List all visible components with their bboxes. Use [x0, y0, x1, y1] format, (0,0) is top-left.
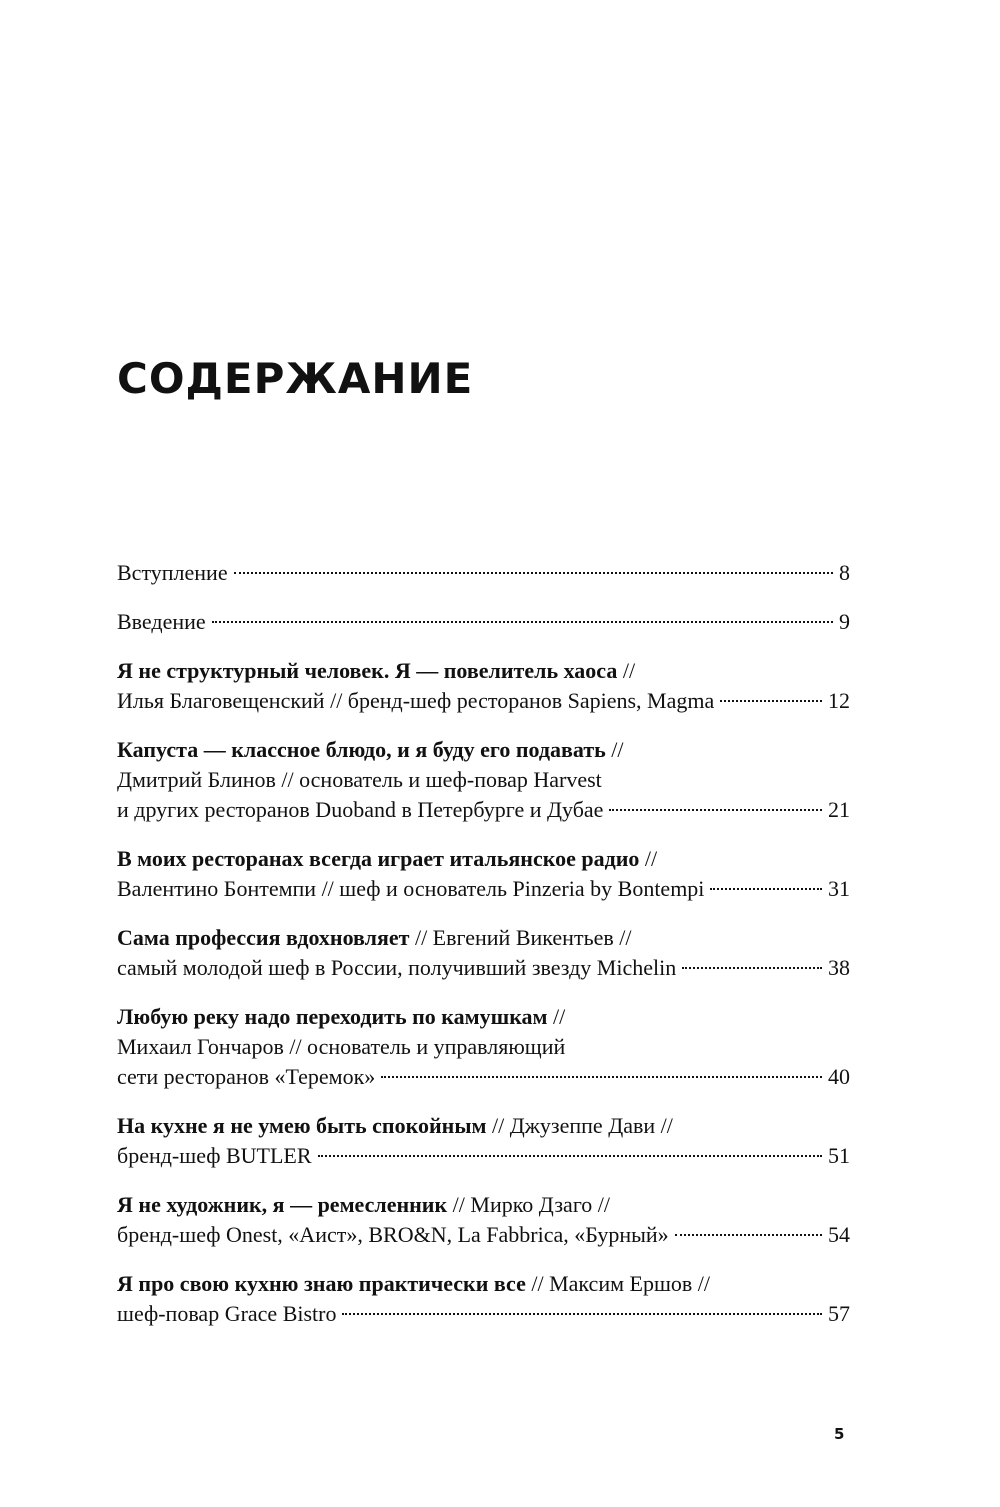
toc-leader-dots — [381, 1076, 822, 1078]
toc-entry[interactable] — [117, 1190, 850, 1250]
toc-entry-subtitle: сети ресторанов «Теремок» — [117, 1064, 376, 1089]
toc-entry-subtitle: Михаил Гончаров // основатель и управляющий — [117, 1034, 566, 1059]
table-of-contents — [117, 558, 850, 1348]
toc-entry-subtitle: Валентино Бонтемпи // шеф и основатель Pinzeria by Bontempi — [117, 876, 705, 901]
toc-entry[interactable] — [117, 558, 850, 588]
toc-entry-title-suffix: // — [639, 846, 658, 871]
toc-entry-title: Я не художник, я — ремесленник — [117, 1192, 448, 1217]
toc-entry-heading — [117, 1002, 850, 1032]
toc-entry-subtitle: самый молодой шеф в России, получивший звезду Michelin — [117, 955, 677, 980]
toc-leader-dots — [318, 1155, 822, 1157]
toc-entry-title: Я не структурный человек. Я — повелитель хаоса — [117, 658, 618, 683]
toc-entry-line — [117, 686, 850, 716]
toc-entry-title-suffix: // — [605, 737, 624, 762]
toc-page-number: 9 — [839, 609, 850, 634]
toc-entry-line — [117, 874, 850, 904]
toc-entry-line — [117, 953, 850, 983]
toc-leader-dots — [609, 809, 822, 811]
toc-entry[interactable] — [117, 923, 850, 983]
page-number: 5 — [834, 1425, 845, 1443]
toc-leader-dots — [720, 700, 822, 702]
toc-page-number: 51 — [828, 1143, 850, 1168]
toc-entry-title: Вступление — [117, 560, 228, 585]
toc-leader-dots — [675, 1234, 822, 1236]
toc-entry-subtitle: бренд-шеф Onest, «Аист», BRO&N, La Fabbrica, «Бурный» — [117, 1222, 669, 1247]
toc-entry-line — [117, 1062, 850, 1092]
toc-page-number: 21 — [828, 797, 850, 822]
toc-entry-heading — [117, 1111, 850, 1141]
toc-entry-title: Капуста — классное блюдо, и я буду его подавать — [117, 737, 606, 762]
toc-page-number: 40 — [828, 1064, 850, 1089]
toc-leader-dots — [710, 888, 822, 890]
toc-entry[interactable] — [117, 656, 850, 716]
toc-leader-dots — [682, 967, 822, 969]
toc-leader-dots — [342, 1313, 822, 1315]
toc-entry[interactable] — [117, 844, 850, 904]
toc-entry-title-suffix: // Мирко Дзаго // — [447, 1192, 611, 1217]
toc-entry-line — [117, 1299, 850, 1329]
toc-entry-heading — [117, 1269, 850, 1299]
toc-entry-subtitle: Дмитрий Блинов // основатель и шеф-повар Harvest — [117, 767, 602, 792]
toc-entry-title: Я про свою кухню знаю практически все — [117, 1271, 526, 1296]
toc-entry-line — [117, 558, 850, 588]
toc-page-number: 38 — [828, 955, 850, 980]
toc-entry[interactable] — [117, 1111, 850, 1171]
toc-entry-title: В моих ресторанах всегда играет итальянское радио — [117, 846, 640, 871]
toc-entry-subtitle: шеф-повар Grace Bistro — [117, 1301, 337, 1326]
toc-entry-title: Введение — [117, 609, 206, 634]
toc-entry[interactable] — [117, 1002, 850, 1092]
toc-entry-title: Сама профессия вдохновляет — [117, 925, 410, 950]
toc-entry[interactable] — [117, 735, 850, 825]
toc-entry-heading — [117, 923, 850, 953]
toc-entry-line — [117, 607, 850, 637]
toc-entry-subtitle: бренд-шеф BUTLER — [117, 1143, 312, 1168]
toc-leader-dots — [212, 621, 833, 623]
toc-entry[interactable] — [117, 607, 850, 637]
toc-entry-title-suffix: // Максим Ершов // — [525, 1271, 711, 1296]
toc-entry-title-suffix: // Джузеппе Дави // — [486, 1113, 673, 1138]
toc-entry-heading — [117, 844, 850, 874]
page-title: СОДЕРЖАНИЕ — [117, 354, 474, 403]
toc-page-number: 31 — [828, 876, 850, 901]
toc-page-number: 12 — [828, 688, 850, 713]
toc-page-number: 57 — [828, 1301, 850, 1326]
toc-entry-heading — [117, 1190, 850, 1220]
toc-entry-line — [117, 1220, 850, 1250]
toc-entry-title-suffix: // Евгений Викентьев // — [409, 925, 632, 950]
toc-entry-title: Любую реку надо переходить по камушкам — [117, 1004, 548, 1029]
toc-entry-title: На кухне я не умею быть спокойным — [117, 1113, 487, 1138]
toc-entry-title-suffix: // — [617, 658, 636, 683]
toc-entry-line — [117, 1141, 850, 1171]
toc-entry-heading — [117, 656, 850, 686]
toc-leader-dots — [234, 572, 833, 574]
toc-entry-subtitle: Илья Благовещенский // бренд-шеф ресторанов Sapiens, Magma — [117, 688, 715, 713]
toc-page-number: 54 — [828, 1222, 850, 1247]
toc-entry[interactable] — [117, 1269, 850, 1329]
toc-entry-title-suffix: // — [547, 1004, 566, 1029]
toc-page-number: 8 — [839, 560, 850, 585]
toc-entry-line — [117, 795, 850, 825]
toc-entry-subtitle: и других ресторанов Duoband в Петербурге и Дубае — [117, 797, 604, 822]
toc-entry-heading — [117, 735, 850, 765]
